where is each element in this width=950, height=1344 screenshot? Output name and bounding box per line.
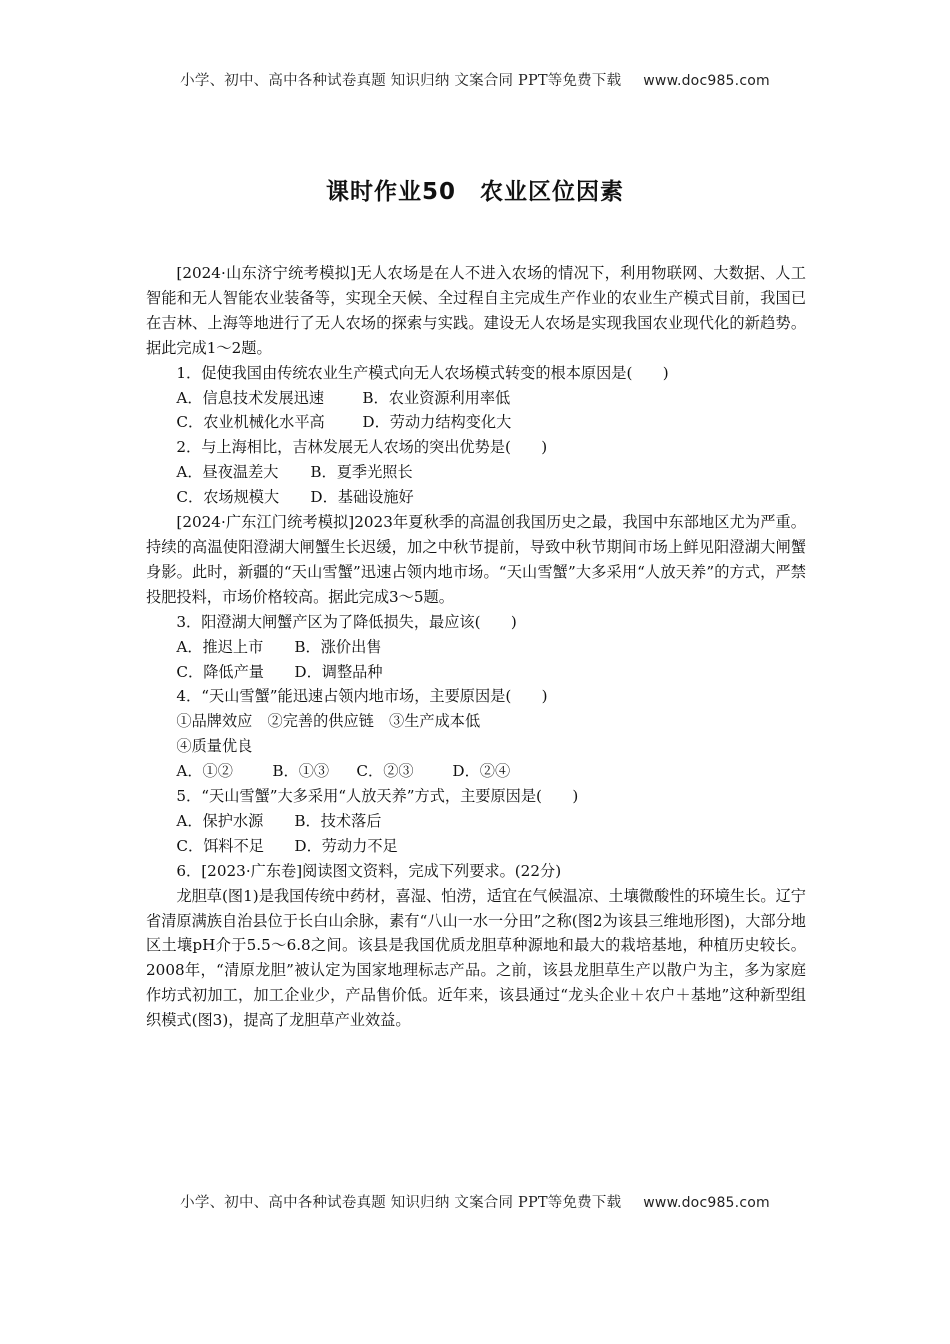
- question-4-items-2: ④质量优良: [176, 737, 253, 756]
- document-body: [146, 261, 806, 1033]
- q5-option-c: C．饵料不足: [176, 836, 264, 855]
- footer-url[interactable]: www.doc985.com: [643, 1195, 770, 1211]
- header-url[interactable]: www.doc985.com: [643, 73, 770, 89]
- question-2-stem: 2．与上海相比，吉林发展无人农场的突出优势是( ): [176, 438, 548, 457]
- q1-option-b: B．农业资源利用率低: [362, 388, 511, 407]
- q4-option-a: A．①②: [176, 762, 233, 781]
- question-4-options: [146, 759, 806, 784]
- page-title: 课时作业50 农业区位因素: [325, 179, 624, 205]
- q3-option-a: A．推迟上市: [176, 637, 264, 656]
- q2-option-d: D．基础设施好: [310, 488, 414, 507]
- page-footer: [0, 1191, 950, 1212]
- q5-option-d: D．劳动力不足: [294, 836, 398, 855]
- q2-option-c: C．农场规模大: [176, 488, 280, 507]
- question-5-stem: 5．“天山雪蟹”大多采用“人放天养”方式，主要原因是( ): [176, 787, 579, 806]
- passage-3: 龙胆草(图1)是我国传统中药材，喜湿、怕涝，适宜在气候温凉、土壤微酸性的环境生长。辽宁省清原满族自治县位于长白山余脉，素有“八山一水一分田”之称(图2为该县三维地形图)，大部分地区土壤pH介于5.5～6.8之间。该县是我国优质龙胆草种源地和最大的栽培基地，种植历史较长。2008年，“清原龙胆”被认定为国家地理标志产品。之前，该县龙胆草生产以散户为主，多为家庭作坊式初加工，加工企业少，产品售价低。近年来，该县通过“龙头企业＋农户＋基地”这种新型组织模式(图3)，提高了龙胆草产业效益。: [146, 886, 806, 1030]
- q4-option-c: C．②③: [356, 762, 414, 781]
- q2-option-b: B．夏季光照长: [310, 463, 413, 482]
- q1-option-c: C．农业机械化水平高: [176, 413, 325, 432]
- q4-option-d: D．②④: [452, 762, 511, 781]
- question-2-options-cd: [146, 485, 806, 510]
- q4-option-b: B．①③: [272, 762, 330, 781]
- question-1-options-cd: [146, 410, 806, 435]
- question-5-options-ab: [146, 809, 806, 834]
- q3-option-b: B．涨价出售: [294, 637, 382, 656]
- question-5-options-cd: [146, 834, 806, 859]
- header-text: 小学、初中、高中各种试卷真题 知识归纳 文案合同 PPT等免费下载: [180, 73, 622, 89]
- question-6-stem: 6．[2023·广东卷]阅读图文资料，完成下列要求。(22分): [176, 861, 562, 880]
- question-1-options-ab: [146, 386, 806, 411]
- question-3-stem: 3．阳澄湖大闸蟹产区为了降低损失，最应该( ): [176, 612, 517, 631]
- q1-option-d: D．劳动力结构变化大: [362, 413, 512, 432]
- question-1-stem: 1．促使我国由传统农业生产模式向无人农场模式转变的根本原因是( ): [176, 363, 669, 382]
- passage-2: [2024·广东江门统考模拟]2023年夏秋季的高温创我国历史之最，我国中东部地区尤为严重。持续的高温使阳澄湖大闸蟹生长迟缓，加之中秋节提前，导致中秋节期间市场上鲜见阳澄湖大闸蟹身影。此时，新疆的“天山雪蟹”迅速占领内地市场。“天山雪蟹”大多采用“人放天养”的方式，严禁投肥投料，市场价格较高。据此完成3～5题。: [146, 513, 806, 606]
- q3-option-c: C．降低产量: [176, 662, 264, 681]
- q5-option-a: A．保护水源: [176, 811, 264, 830]
- question-3-options-cd: [146, 660, 806, 685]
- question-4-items-1: ①品牌效应 ②完善的供应链 ③生产成本低: [176, 712, 481, 731]
- q2-option-a: A．昼夜温差大: [176, 463, 279, 482]
- question-2-options-ab: [146, 460, 806, 485]
- q5-option-b: B．技术落后: [294, 811, 382, 830]
- passage-1: [2024·山东济宁统考模拟]无人农场是在人不进入农场的情况下，利用物联网、大数据、人工智能和无人智能农业装备等，实现全天候、全过程自主完成生产作业的农业生产模式目前，我国已在吉林、上海等地进行了无人农场的探索与实践。建设无人农场是实现我国农业现代化的新趋势。据此完成1～2题。: [146, 264, 806, 357]
- question-3-options-ab: [146, 635, 806, 660]
- footer-text: 小学、初中、高中各种试卷真题 知识归纳 文案合同 PPT等免费下载: [180, 1195, 622, 1211]
- q3-option-d: D．调整品种: [294, 662, 383, 681]
- page-header: [0, 69, 950, 90]
- question-4-stem: 4．“天山雪蟹”能迅速占领内地市场，主要原因是( ): [176, 687, 548, 706]
- q1-option-a: A．信息技术发展迅速: [176, 388, 325, 407]
